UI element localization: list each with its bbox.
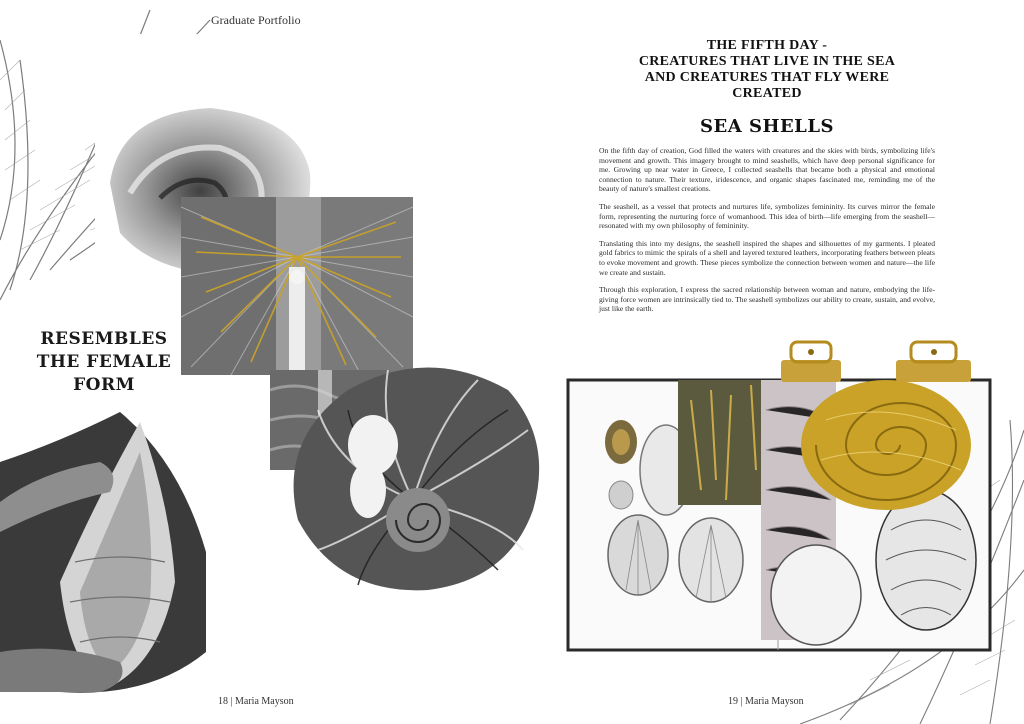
title-line-1: THE FIFTH DAY - — [706, 38, 828, 53]
paragraph-3: Translating this into my designs, the seashell inspired the shapes and silhouettes of my garments. I pleated gold fabrics to mimic the spirals of a shell and layered textured leathers, incorporating feathers between pleats to evoke movement and growth. These pieces symbolize the connection between women and nature—the life we create and sustain. — [599, 238, 935, 277]
title-line-3: AND CREATURES THAT FLY WERE — [644, 70, 890, 85]
binder-clips — [781, 342, 971, 382]
right-page-subtitle: SEA SHELLS — [700, 116, 834, 137]
conch-shell-hands-photo — [0, 402, 206, 698]
left-page-footer: 18 | Maria Mayson — [218, 696, 294, 707]
title-line-4: CREATED — [732, 86, 802, 101]
paragraph-1: On the fifth day of creation, God filled the waters with creatures and the skies with birds, symbolizing life's movement and growth. This imagery brought to mind seashells, which have deep personal significance for me. Growing up near water in Greece, I collected seashells that became both a physical and emotional connection to nature. Their texture, iridescence, and organic shapes fascinated me, reminding me of the beauty of nature's smallest creations. — [599, 146, 935, 194]
paragraph-2: The seashell, as a vessel that protects and nurtures life, symbolizes femininity. Its curves mirror the female form, representing the nurturing force of womanhood. This idea of birth—life emerging from the seashell—resonated with my own philosophy of femininity. — [599, 201, 935, 231]
sketchbook-shell-collage — [566, 340, 996, 655]
right-page-footer: 19 | Maria Mayson — [728, 696, 804, 707]
left-heading-line-3: FORM — [73, 375, 135, 395]
left-page-heading — [18, 328, 190, 397]
paragraph-4: Through this exploration, I express the sacred relationship between woman and nature, embodying the life-giving force women are intrinsically tied to. The seashell symbolizes our ability to create, sustain, and evolve, just like the earth. — [599, 285, 935, 314]
left-heading-line-2: THE FEMALE — [36, 352, 172, 372]
white-panel-right — [600, 660, 785, 724]
portfolio-header: Graduate Portfolio — [211, 13, 301, 27]
right-page-title — [600, 38, 934, 102]
scallop-shell-engraving — [278, 350, 553, 595]
body-text — [599, 146, 935, 322]
title-line-2: CREATURES THAT LIVE IN THE SEA — [638, 54, 896, 69]
gold-fan-shell-collage — [181, 197, 413, 375]
left-heading-line-1: RESEMBLES — [40, 329, 168, 349]
